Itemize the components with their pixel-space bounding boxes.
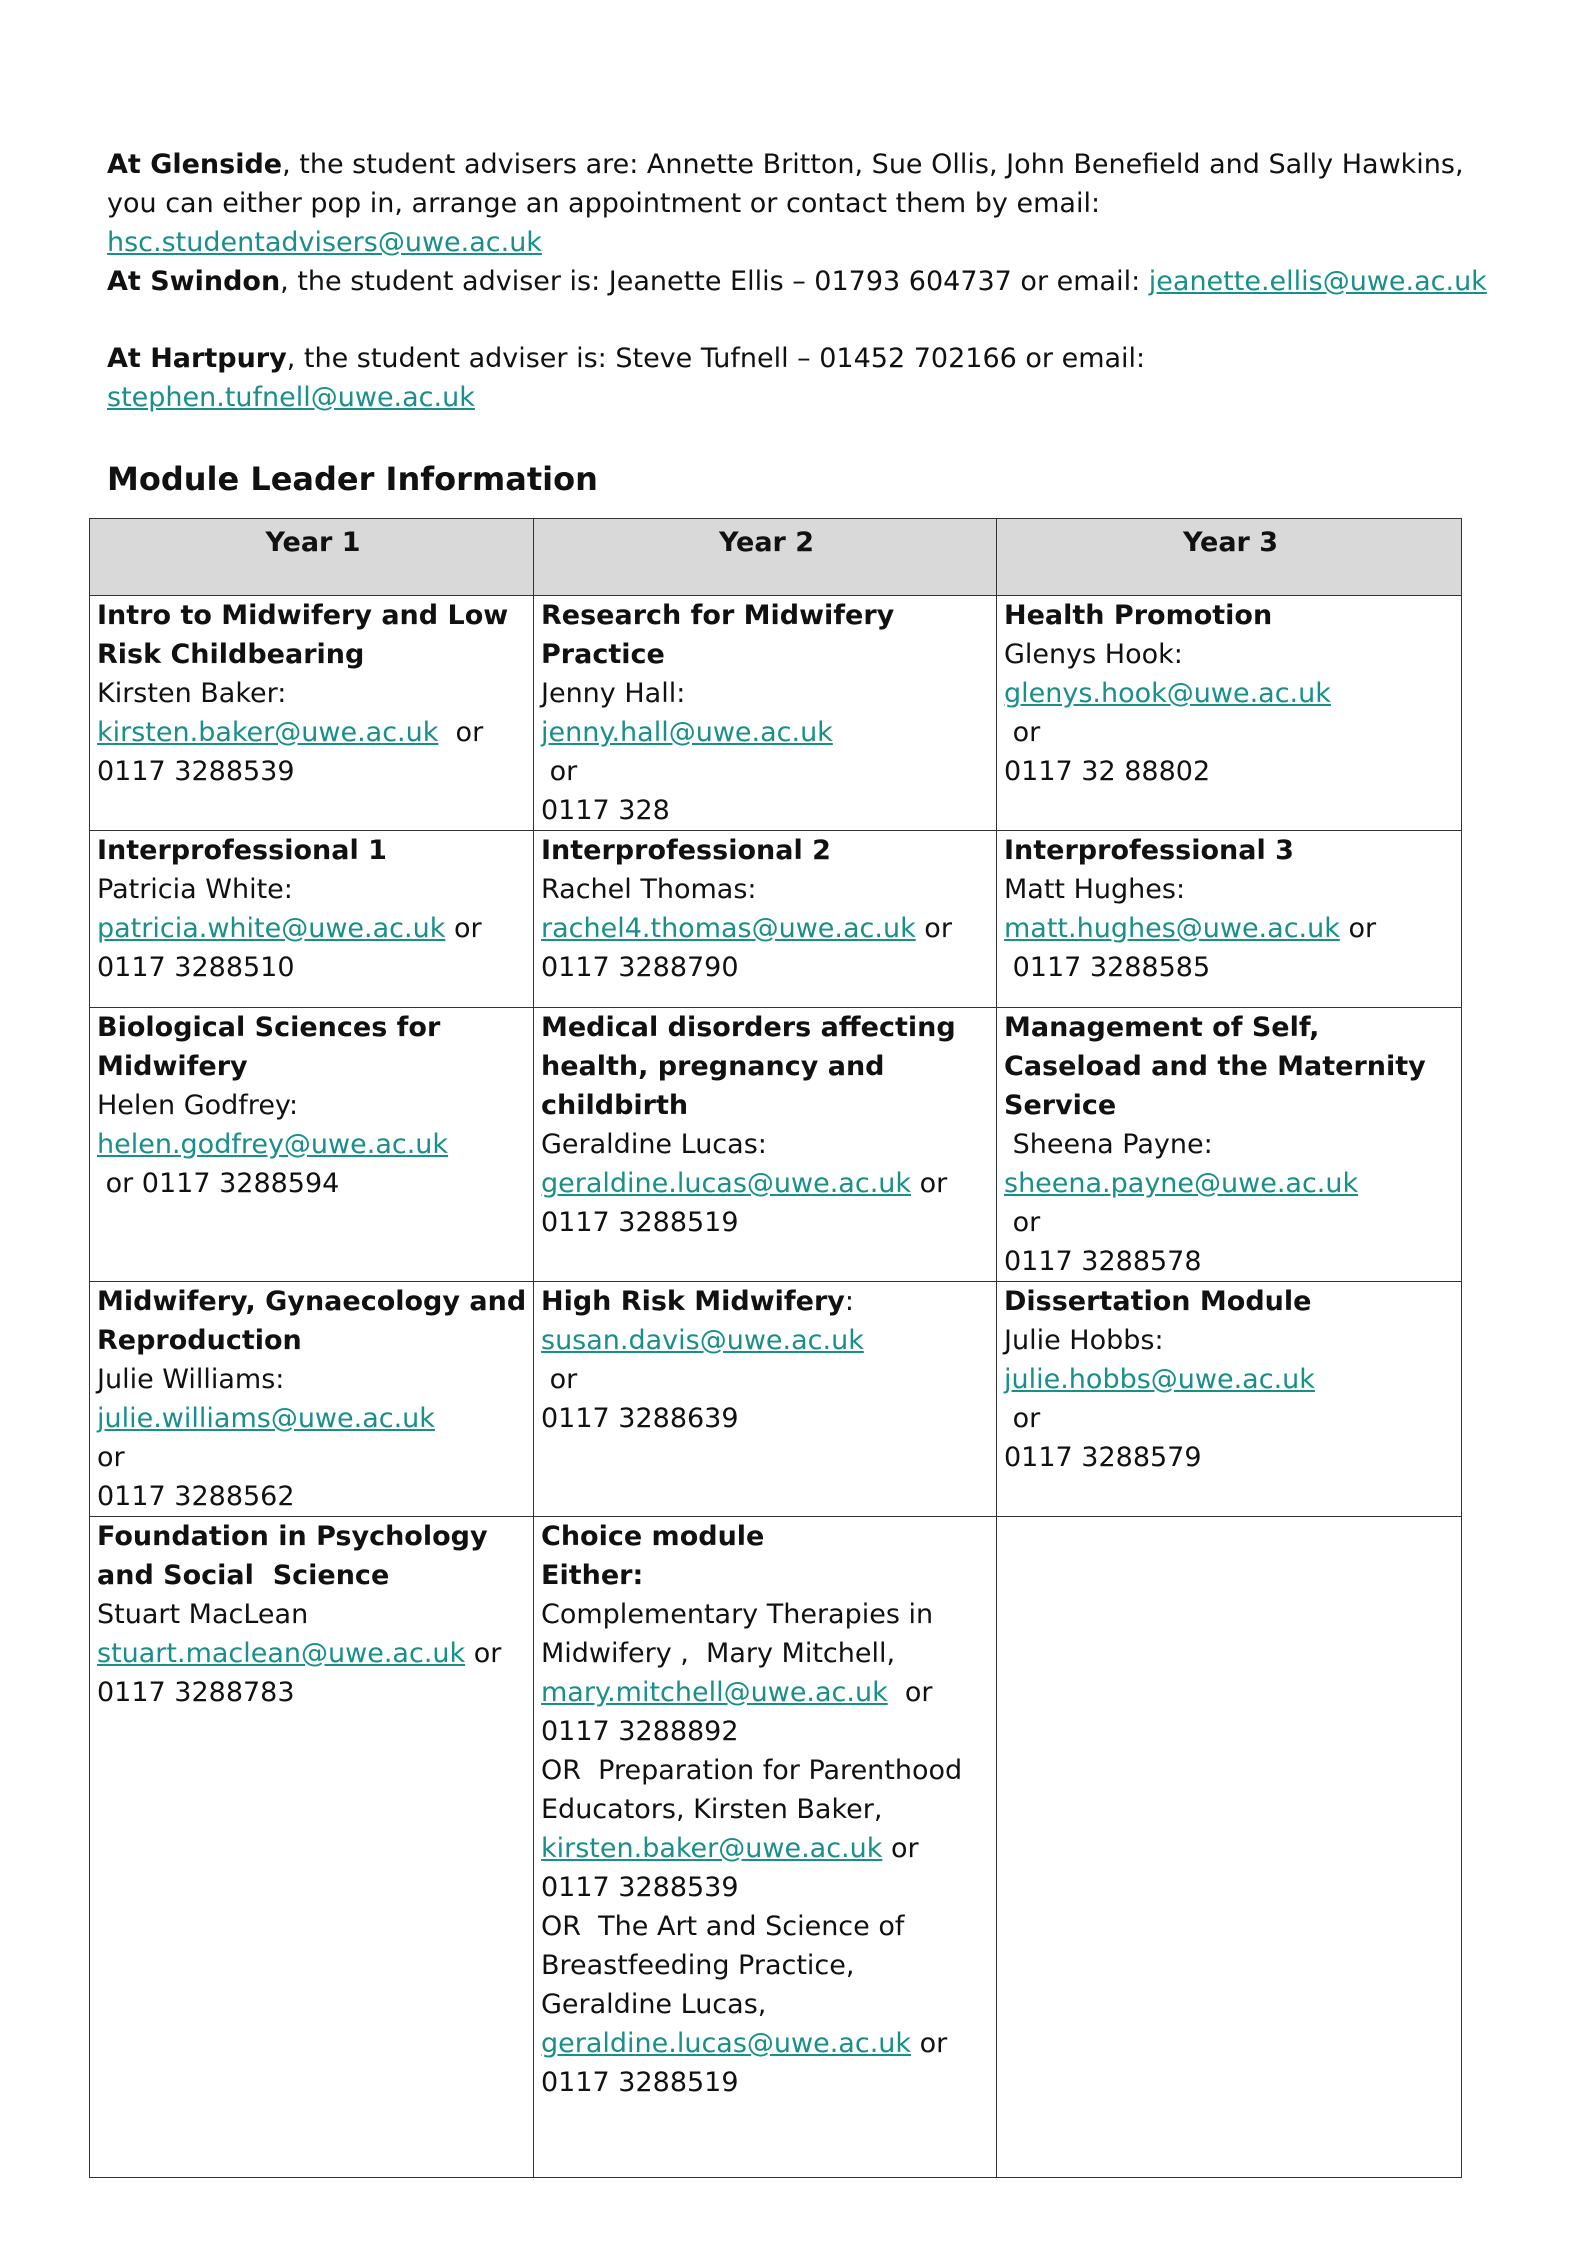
leader-email-link[interactable]: glenys.hook@uwe.ac.uk <box>1004 678 1331 709</box>
adviser-email-link[interactable]: stephen.tufnell@uwe.ac.uk <box>107 382 475 413</box>
column-header: Year 3 <box>997 519 1462 596</box>
leader-email-link[interactable]: sheena.payne@uwe.ac.uk <box>1004 1168 1359 1199</box>
adviser-location: At Swindon <box>107 266 281 297</box>
email-line <box>97 1125 529 1164</box>
email-line <box>1004 1164 1457 1203</box>
contact-line: or <box>97 1442 125 1473</box>
leader-name: Julie Hobbs: <box>1004 1325 1164 1356</box>
contact-line: 0117 3288639 <box>541 1403 739 1434</box>
module-title: Dissertation Module <box>1004 1286 1312 1317</box>
leader-name: Sheena Payne: <box>1004 1129 1213 1160</box>
module-title-line <box>1004 1008 1457 1125</box>
module-cell <box>997 596 1462 831</box>
table-row <box>90 1517 1462 2178</box>
module-title-line <box>1004 596 1457 635</box>
email-line <box>541 909 992 948</box>
leader-email-link[interactable]: stuart.maclean@uwe.ac.uk <box>97 1638 466 1669</box>
module-title: Interprofessional 1 <box>97 835 387 866</box>
module-title: Interprofessional 2 <box>541 835 831 866</box>
adviser-location: At Hartpury <box>107 343 287 374</box>
contact-line: 0117 3288519 <box>541 2067 739 2098</box>
leader-email-link[interactable]: kirsten.baker@uwe.ac.uk <box>97 717 439 748</box>
email-line <box>97 1399 529 1438</box>
email-line <box>97 713 529 752</box>
email-line <box>541 2024 992 2063</box>
column-header: Year 1 <box>90 519 534 596</box>
module-title-line <box>541 831 992 870</box>
module-leader-table <box>89 518 1462 2178</box>
contact-line: 0117 3288579 <box>1004 1442 1202 1473</box>
leader-email-link[interactable]: julie.williams@uwe.ac.uk <box>97 1403 435 1434</box>
module-title: Choice module <box>541 1521 765 1552</box>
module-title-line <box>97 1517 529 1595</box>
contact-line: 0117 3288519 <box>541 1207 739 1238</box>
adviser-text: , the student adviser is: Jeanette Ellis – 01793 604737 or email: <box>280 266 1149 297</box>
module-title: Medical disorders affecting health, pregnancy and childbirth <box>541 1012 966 1121</box>
module-title-line <box>97 831 529 870</box>
leader-name: Stuart MacLean <box>97 1599 309 1630</box>
section-title: Module Leader Information <box>107 460 598 498</box>
contact-line: 0117 3288783 <box>97 1677 295 1708</box>
contact-line: 0117 3288790 <box>541 952 739 983</box>
module-cell <box>534 1008 997 1282</box>
adviser-hartpury <box>107 339 1487 417</box>
leader-name: Complementary Therapies in Midwifery , Mary Mitchell, <box>541 1599 942 1669</box>
email-line <box>1004 674 1457 713</box>
module-title-line <box>97 1282 536 1360</box>
adviser-text: , the student advisers are: Annette Britton, Sue Ollis, John Benefield and Sally Hawkins, you can either pop in, arrange an appointment or contact them by email: <box>107 149 1464 219</box>
email-line <box>97 1634 529 1673</box>
leader-email-link[interactable]: jenny.hall@uwe.ac.uk <box>541 717 833 748</box>
module-cell <box>534 596 997 831</box>
email-suffix: or <box>465 1638 502 1669</box>
adviser-swindon <box>107 262 1487 301</box>
leader-email-link[interactable]: julie.hobbs@uwe.ac.uk <box>1004 1364 1315 1395</box>
module-cell <box>997 1008 1462 1282</box>
table-row <box>90 596 1462 831</box>
leader-name: Patricia White: <box>97 874 293 905</box>
contact-line: 0117 32 88802 <box>1004 756 1211 787</box>
email-line <box>541 1673 992 1712</box>
contact-line: 0117 3288539 <box>97 756 295 787</box>
leader-email-link[interactable]: mary.mitchell@uwe.ac.uk <box>541 1677 888 1708</box>
module-cell <box>997 1517 1462 2178</box>
column-header: Year 2 <box>534 519 997 596</box>
module-cell <box>90 1008 534 1282</box>
module-title-line <box>541 596 992 674</box>
module-title-line <box>541 1282 992 1321</box>
leader-name: OR The Art and Science of Breastfeeding Practice, Geraldine Lucas, <box>541 1911 913 2020</box>
contact-line: 0117 328 <box>541 795 670 826</box>
contact-line: 0117 3288578 <box>1004 1246 1202 1277</box>
leader-email-link[interactable]: matt.hughes@uwe.ac.uk <box>1004 913 1340 944</box>
module-title: Interprofessional 3 <box>1004 835 1294 866</box>
contact-line: 0117 3288539 <box>541 1872 739 1903</box>
module-title: Health Promotion <box>1004 600 1273 631</box>
email-line <box>1004 1360 1457 1399</box>
contact-line: 0117 3288585 <box>1004 952 1211 983</box>
leader-email-link[interactable]: geraldine.lucas@uwe.ac.uk <box>541 1168 912 1199</box>
module-cell <box>90 1282 534 1517</box>
email-line <box>97 909 529 948</box>
module-cell <box>997 831 1462 1008</box>
module-title-suffix: : <box>844 1286 855 1317</box>
module-title: Midwifery, Gynaecology and Reproduction <box>97 1286 536 1356</box>
email-suffix: or <box>887 1677 933 1708</box>
leader-email-link[interactable]: kirsten.baker@uwe.ac.uk <box>541 1833 883 1864</box>
email-line <box>541 1829 992 1868</box>
contact-line: or <box>1004 717 1041 748</box>
leader-name: Kirsten Baker: <box>97 678 287 709</box>
contact-line: 0117 3288510 <box>97 952 295 983</box>
module-title: High Risk Midwifery <box>541 1286 845 1317</box>
module-cell <box>90 1517 534 2178</box>
table-header-row <box>90 519 1462 596</box>
module-cell <box>90 596 534 831</box>
table-row <box>90 1008 1462 1282</box>
table-row <box>90 1282 1462 1517</box>
module-title-line <box>1004 831 1457 870</box>
email-line <box>541 713 992 752</box>
email-suffix: or <box>911 2028 948 2059</box>
leader-name: Geraldine Lucas: <box>541 1129 767 1160</box>
email-suffix: or <box>438 717 484 748</box>
module-title: Research for Midwifery Practice <box>541 600 904 670</box>
leader-name: Matt Hughes: <box>1004 874 1186 905</box>
leader-email-link[interactable]: helen.godfrey@uwe.ac.uk <box>97 1129 449 1160</box>
module-title-line <box>97 1008 529 1086</box>
email-suffix: or <box>1339 913 1377 944</box>
leader-name: Helen Godfrey: <box>97 1090 299 1121</box>
module-title-line <box>541 1517 992 1556</box>
adviser-location: At Glenside <box>107 149 283 180</box>
contact-line: 0117 3288562 <box>97 1481 295 1512</box>
contact-line: or <box>541 756 578 787</box>
contact-line: 0117 3288892 <box>541 1716 739 1747</box>
leader-email-link[interactable]: rachel4.thomas@uwe.ac.uk <box>541 913 916 944</box>
email-line <box>541 1164 992 1203</box>
email-suffix: or <box>911 1168 948 1199</box>
module-subtitle: Either: <box>541 1560 644 1591</box>
leader-email-link[interactable]: susan.davis@uwe.ac.uk <box>541 1325 864 1356</box>
adviser-glenside <box>107 145 1487 262</box>
module-title: Foundation in Psychology and Social Science <box>97 1521 497 1591</box>
email-suffix: or <box>915 913 952 944</box>
leader-email-link[interactable]: geraldine.lucas@uwe.ac.uk <box>541 2028 912 2059</box>
leader-name: Jenny Hall: <box>541 678 686 709</box>
table-row <box>90 831 1462 1008</box>
module-cell <box>534 1517 997 2178</box>
adviser-email-link[interactable]: hsc.studentadvisers@uwe.ac.uk <box>107 227 542 258</box>
email-line <box>1004 909 1457 948</box>
contact-line: or 0117 3288594 <box>97 1168 340 1199</box>
module-title-line <box>541 1008 992 1125</box>
leader-name: Rachel Thomas: <box>541 874 757 905</box>
module-cell <box>534 1282 997 1517</box>
leader-name: Julie Williams: <box>97 1364 285 1395</box>
leader-name: OR Preparation for Parenthood Educators, Kirsten Baker, <box>541 1755 971 1825</box>
email-suffix: or <box>445 913 482 944</box>
adviser-text: , the student adviser is: Steve Tufnell – 01452 702166 or email: <box>286 343 1146 374</box>
email-line <box>541 1321 992 1360</box>
module-cell <box>90 831 534 1008</box>
module-title-line <box>1004 1282 1457 1321</box>
email-suffix: or <box>882 1833 919 1864</box>
contact-line: or <box>1004 1403 1041 1434</box>
contact-line: or <box>1004 1207 1041 1238</box>
contact-line: or <box>541 1364 578 1395</box>
module-title: Biological Sciences for Midwifery <box>97 1012 450 1082</box>
leader-email-link[interactable]: patricia.white@uwe.ac.uk <box>97 913 446 944</box>
leader-name: Glenys Hook: <box>1004 639 1183 670</box>
module-title: Management of Self, Caseload and the Maternity Service <box>1004 1012 1436 1121</box>
module-cell <box>534 831 997 1008</box>
module-title: Intro to Midwifery and Low Risk Childbearing <box>97 600 518 670</box>
module-cell <box>997 1282 1462 1517</box>
adviser-email-link[interactable]: jeanette.ellis@uwe.ac.uk <box>1148 266 1487 297</box>
module-title-line <box>97 596 529 674</box>
